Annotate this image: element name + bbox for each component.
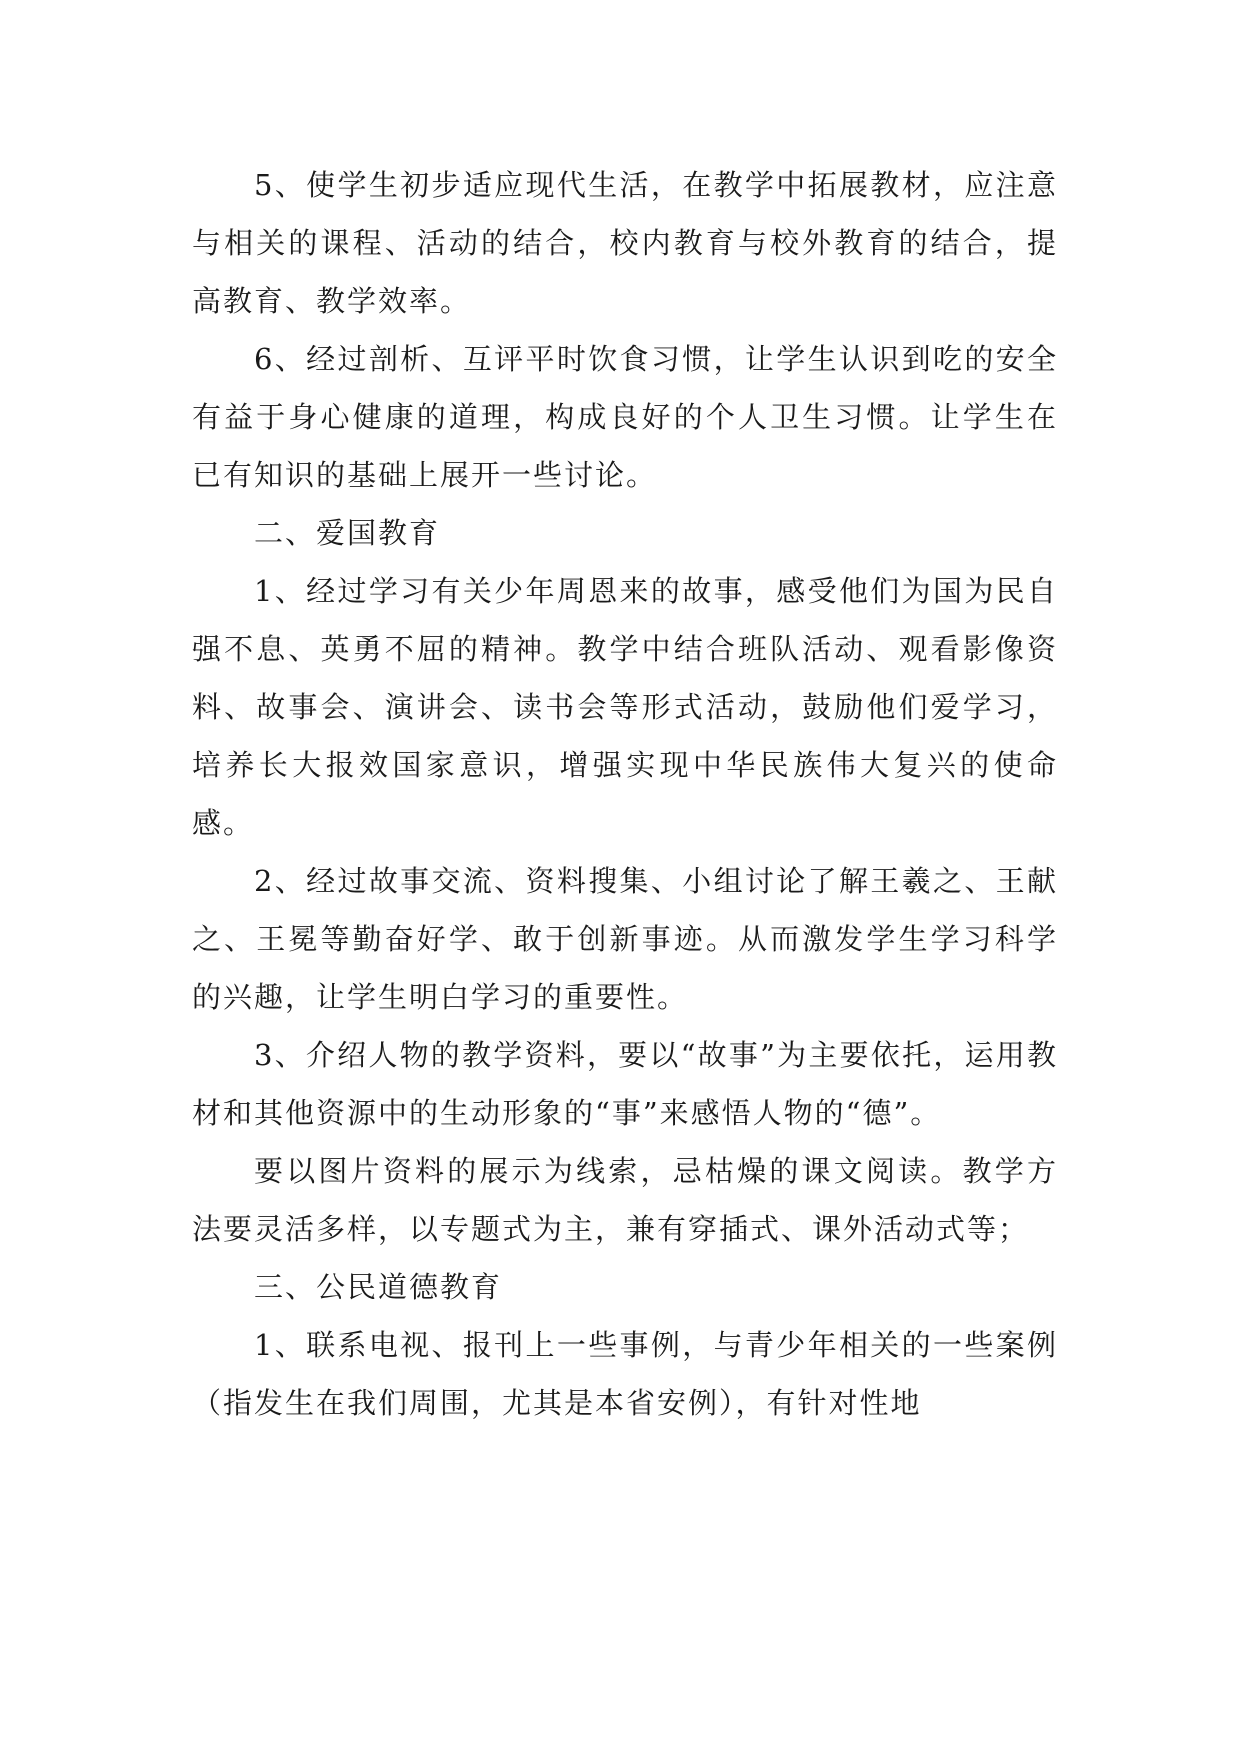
paragraph-item-1-media-cases: 1、联系电视、报刊上一些事例，与青少年相关的一些案例（指发生在我们周围，尤其是本省安例），有针对性地 bbox=[192, 1328, 1058, 1420]
document-body bbox=[192, 156, 1058, 1432]
paragraph-item-3-story-materials: 3、介绍人物的教学资料，要以“故事”为主要依托，运用教材和其他资源中的生动形象的“事”来感悟人物的“德”。 bbox=[192, 1038, 1058, 1130]
paragraph-item-2-wang-xizhi: 2、经过故事交流、资料搜集、小组讨论了解王羲之、王献之、王冕等勤奋好学、敢于创新事迹。从而激发学生学习科学的兴趣，让学生明白学习的重要性。 bbox=[192, 864, 1058, 1014]
section-heading-civic-morality: 三、公民道德教育 bbox=[254, 1270, 503, 1304]
paragraph-item-1-zhou-enlai: 1、经过学习有关少年周恩来的故事，感受他们为国为民自强不息、英勇不屈的精神。教学中结合班队活动、观看影像资料、故事会、演讲会、读书会等形式活动，鼓励他们爱学习，培养长大报效国家意识，增强实现中华民族伟大复兴的使命感。 bbox=[192, 574, 1058, 840]
section-heading-patriotic-education: 二、爱国教育 bbox=[254, 516, 441, 550]
paragraph-item-6: 6、经过剖析、互评平时饮食习惯，让学生认识到吃的安全有益于身心健康的道理，构成良好的个人卫生习惯。让学生在已有知识的基础上展开一些讨论。 bbox=[192, 342, 1058, 492]
paragraph-teaching-method: 要以图片资料的展示为线索，忌枯燥的课文阅读。教学方法要灵活多样，以专题式为主，兼有穿插式、课外活动式等； bbox=[192, 1154, 1058, 1246]
paragraph-item-5: 5、使学生初步适应现代生活，在教学中拓展教材，应注意与相关的课程、活动的结合，校内教育与校外教育的结合，提高教育、教学效率。 bbox=[192, 168, 1058, 318]
